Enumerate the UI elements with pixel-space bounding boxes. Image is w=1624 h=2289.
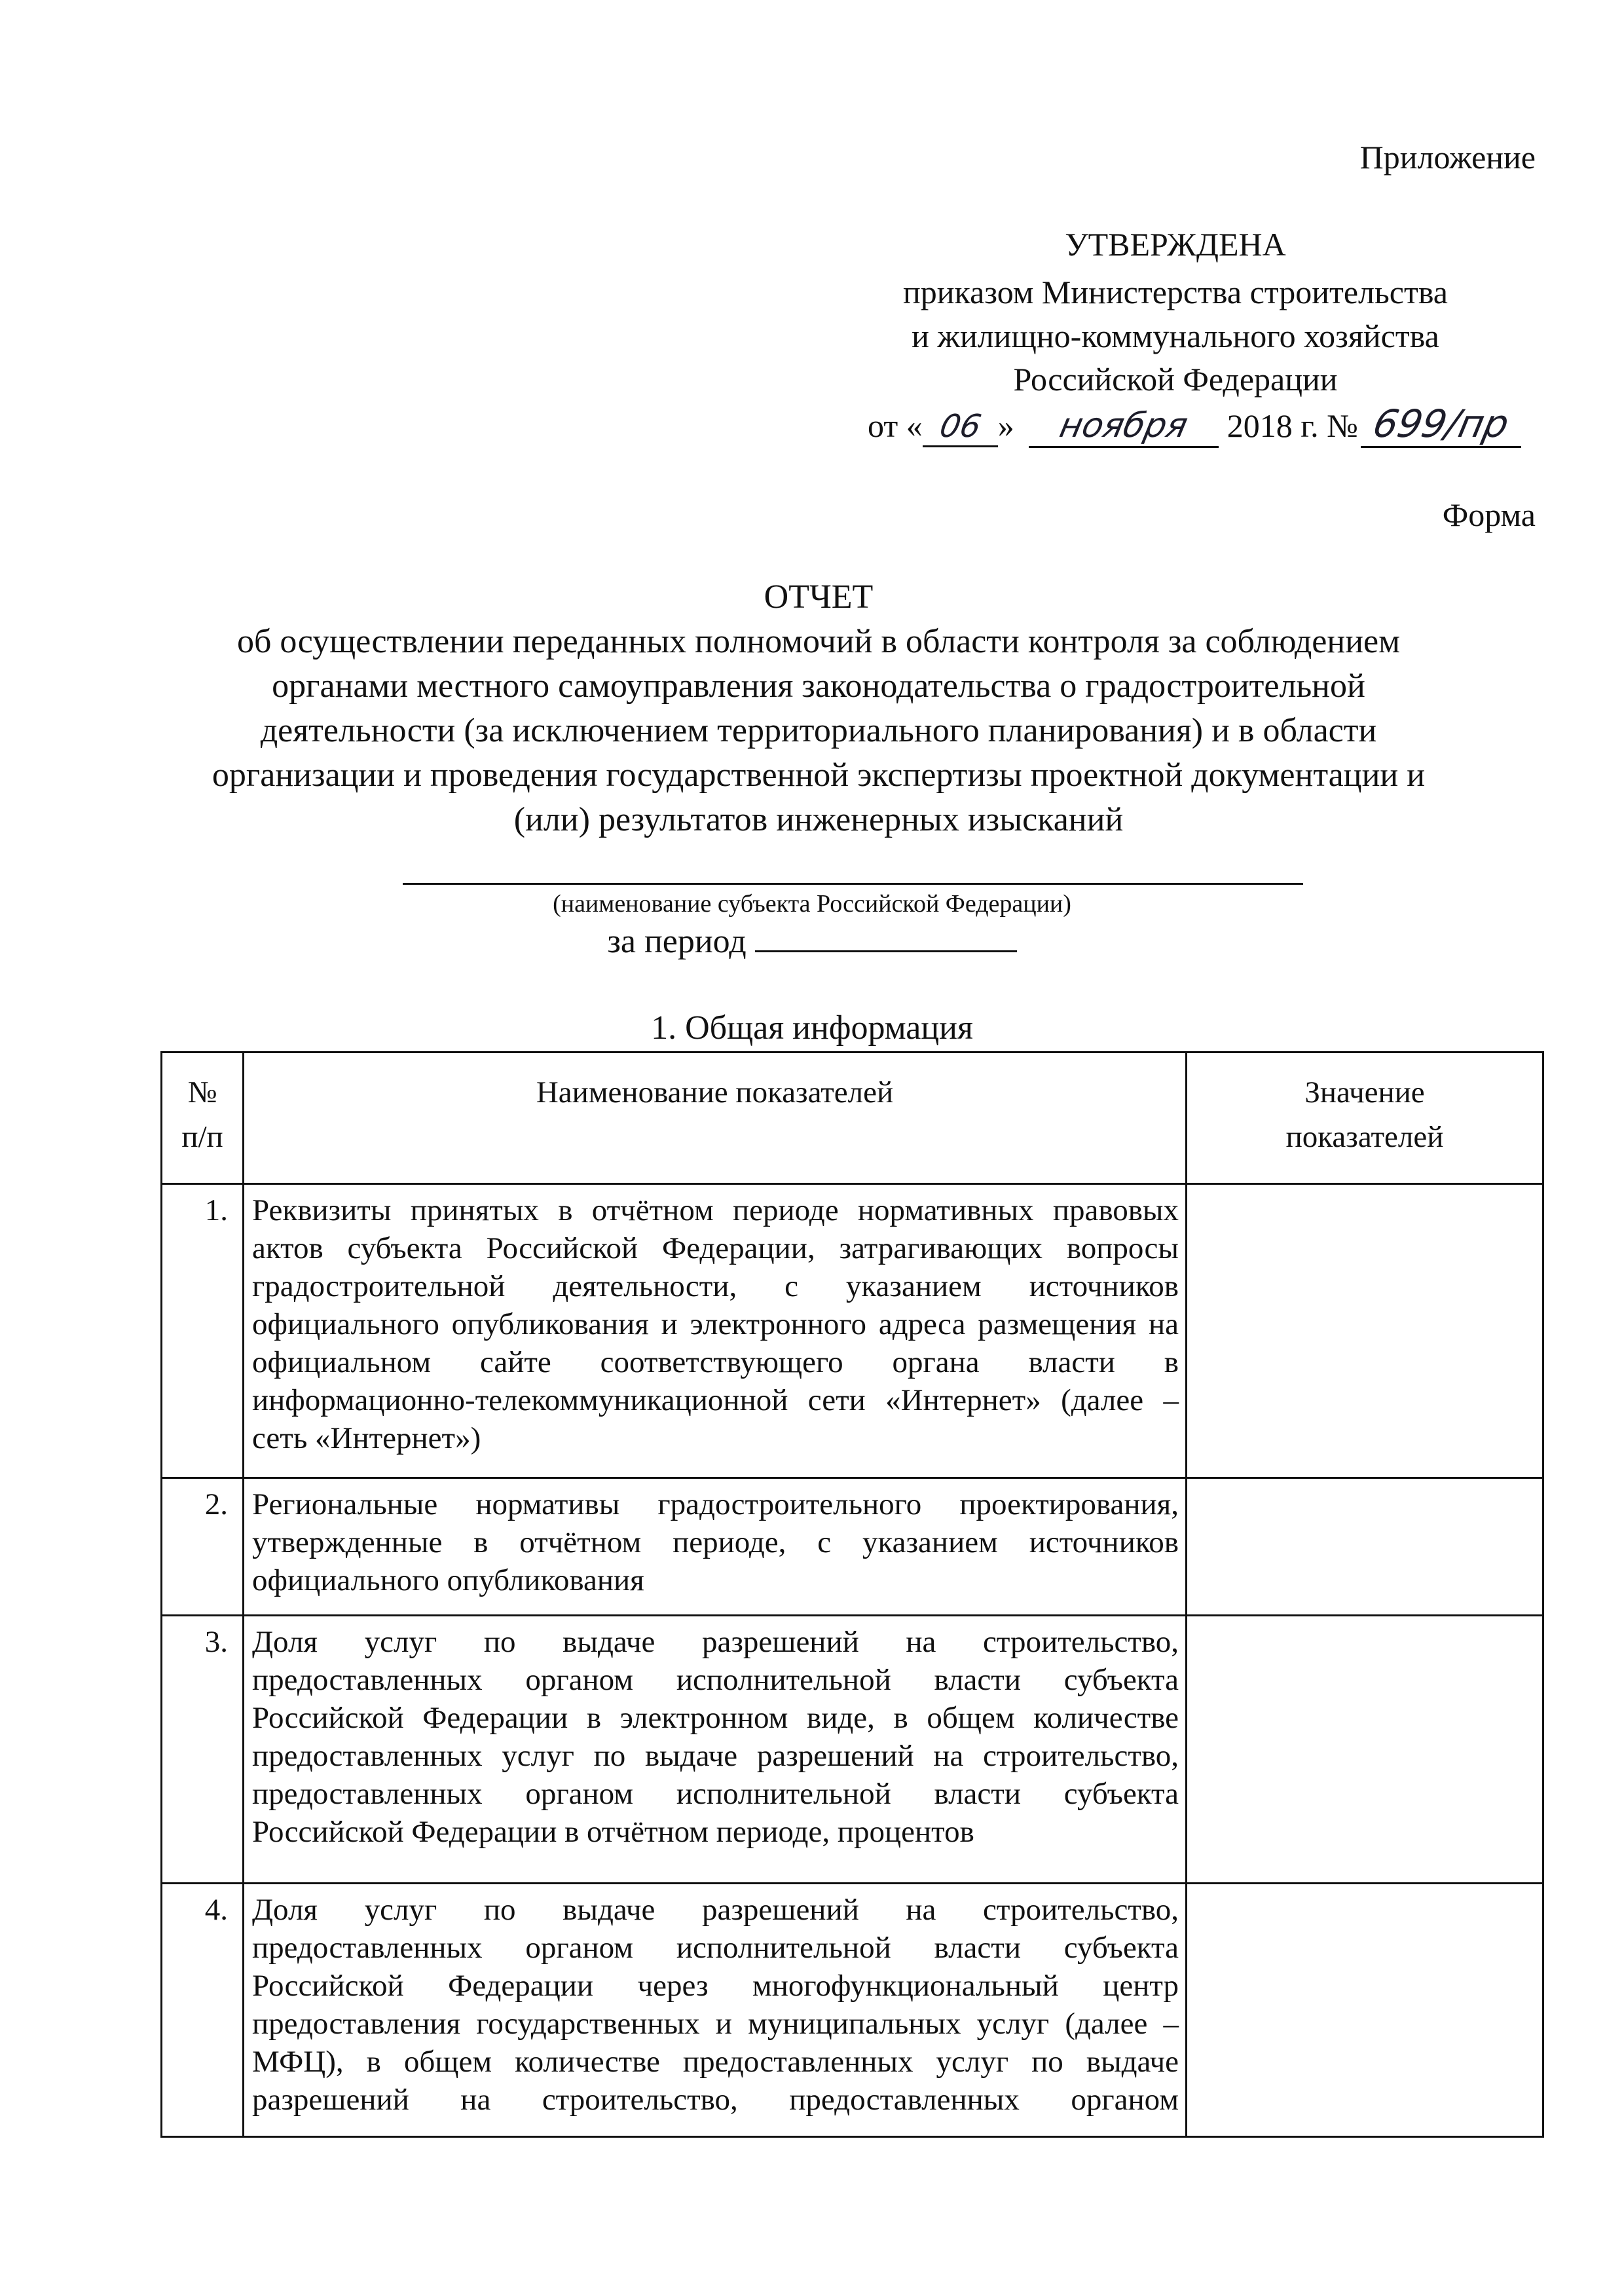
report-title-line-4: организации и проведения государственной экспертизы проектной документации и [212, 756, 1426, 794]
period-row [0, 920, 1624, 961]
row-value-cell[interactable] [1187, 1884, 1543, 2137]
report-title-line-5: (или) результатов инженерных изысканий [513, 801, 1124, 838]
header-value: Значение показателей [1187, 1052, 1543, 1184]
order-line-2: и жилищно-коммунального хозяйства [912, 318, 1439, 354]
row-value-cell[interactable] [1187, 1616, 1543, 1884]
doc-number-handwritten: 699/пр [1369, 401, 1513, 446]
period-blank [755, 920, 1017, 952]
row-num: 3. [162, 1616, 244, 1884]
approved-label: УТВЕРЖДЕНА [1065, 226, 1286, 263]
period-label: за период [607, 923, 747, 960]
table-header-row [162, 1052, 1543, 1184]
report-title-block [118, 575, 1519, 842]
table-row [162, 1884, 1543, 2137]
doc-number-field [1361, 402, 1521, 448]
report-title-line-1: об осуществлении переданных полномочий в области контроля за соблюдением [236, 623, 1401, 660]
order-line-3: Российской Федерации [1013, 361, 1338, 398]
row-text: Доля услуг по выдаче разрешений на строительство, предоставленных органом исполнительной власти субъекта Российской Федерации через многофункциональный центр предоставления государственных и муниципальных услуг (далее – МФЦ), в общем количестве предоставленных услуг по выдаче разрешений на строительство, предоставленных органом [244, 1884, 1187, 2137]
date-prefix: от « [868, 407, 923, 444]
row-value-cell[interactable] [1187, 1478, 1543, 1616]
section-title: 1. Общая информация [651, 1009, 973, 1047]
report-title-line-2: органами местного самоуправления законодательства о градостроительной [272, 667, 1365, 705]
order-date-line [868, 402, 1521, 448]
subject-caption: (наименование субъекта Российской Федерации) [553, 890, 1071, 918]
date-day-handwritten: 06 [936, 408, 984, 445]
table-row [162, 1616, 1543, 1884]
row-value-cell[interactable] [1187, 1184, 1543, 1478]
row-text: Доля услуг по выдаче разрешений на строительство, предоставленных органом исполнительной власти субъекта Российской Федерации в электронном виде, в общем количестве предоставленных услуг по выдаче разрешений на строительство, предоставленных органом исполнительной власти субъекта Российской Федерации в отчётном периоде, процентов [244, 1616, 1187, 1884]
date-month-field [1029, 407, 1219, 448]
form-label: Форма [1442, 496, 1536, 533]
order-line-1: приказом Министерства строительства [903, 274, 1448, 310]
date-year: 2018 г. № [1227, 407, 1358, 444]
header-num: № п/п [162, 1052, 244, 1184]
table-row [162, 1478, 1543, 1616]
row-text: Региональные нормативы градостроительного проектирования, утвержденные в отчётном периоде, с указанием источников официального опубликования [244, 1478, 1187, 1616]
date-month-handwritten: ноября [1056, 406, 1192, 445]
date-day-field [923, 407, 998, 447]
subject-name-line [403, 883, 1303, 885]
report-title-line-3: деятельности (за исключением территориального планирования) и в области [260, 712, 1377, 749]
indicators-table [160, 1051, 1544, 2138]
date-quote-close: » [997, 407, 1014, 444]
header-name: Наименование показателей [244, 1052, 1187, 1184]
row-num: 2. [162, 1478, 244, 1616]
report-heading: ОТЧЕТ [764, 578, 874, 616]
row-num: 1. [162, 1184, 244, 1478]
row-text: Реквизиты принятых в отчётном периоде нормативных правовых актов субъекта Российской Федерации, затрагивающих вопросы градостроительной деятельности, с указанием источников официального опубликования и электронного адреса размещения на официальном сайте соответствующего органа власти в информационно-телекоммуникационной сети «Интернет» (далее – сеть «Интернет») [244, 1184, 1187, 1478]
table-row [162, 1184, 1543, 1478]
appendix-label: Приложение [1359, 139, 1536, 176]
row-num: 4. [162, 1884, 244, 2137]
